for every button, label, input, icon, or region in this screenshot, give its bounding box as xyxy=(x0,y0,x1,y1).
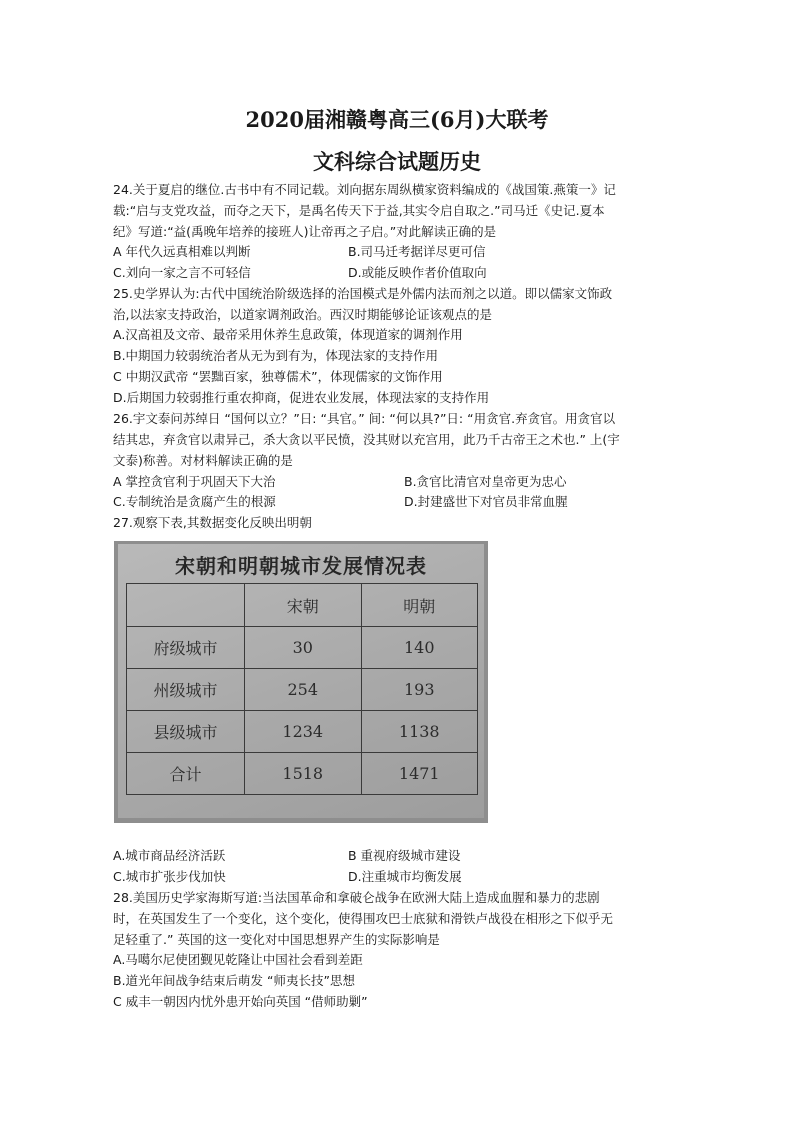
exam-subtitle: 文科综合试题历史 xyxy=(313,149,481,174)
table-cell: 1138 xyxy=(361,711,478,753)
q28-option-a: A.马噶尔尼使团觐见乾隆让中国社会看到差距 xyxy=(113,952,363,967)
q26-option-b: B.贪官比清官对皇帝更为忠心 xyxy=(404,474,567,489)
q25-option-c: C 中期汉武帝 “罢黜百家，独尊儒术”，体现儒家的文饰作用 xyxy=(113,369,443,384)
table-row xyxy=(127,669,478,711)
q24-stem-line: 载:“启与支党攻益，而夺之天下，是禹名传天下于益,其实令启自取之.”司马迁《史记.夏本 xyxy=(113,203,605,218)
table-row-label: 府级城市 xyxy=(127,627,245,669)
q26-stem-line: 结其忠，弃贪官以肃异己，杀大贪以平民愤，没其财以充宫用，此乃千古帝王之术也.” 上(宇 xyxy=(113,432,620,447)
q24-option-a: A 年代久远真相难以判断 xyxy=(113,244,251,259)
table-row-label: 州级城市 xyxy=(127,669,245,711)
q24-option-c: C.刘向一家之言不可轻信 xyxy=(113,265,251,280)
q27-option-d: D.注重城市均衡发展 xyxy=(348,869,462,884)
q24-option-d: D.或能反映作者价值取向 xyxy=(348,265,487,280)
q28-stem-line: 足轻重了.” 英国的这一变化对中国思想界产生的实际影响是 xyxy=(113,932,440,947)
table-cell: 1471 xyxy=(361,753,478,795)
table-header-cell: 明朝 xyxy=(361,584,478,627)
q28-option-b: B.道光年间战争结束后萌发 “师夷长技”思想 xyxy=(113,973,355,988)
q25-option-a: A.汉高祖及文帝、最帝采用休养生息政策，体现道家的调剂作用 xyxy=(113,327,463,342)
table-header-cell: 宋朝 xyxy=(245,584,362,627)
table-row-label: 合计 xyxy=(127,753,245,795)
table-cell: 193 xyxy=(361,669,478,711)
q27-option-a: A.城市商品经济活跃 xyxy=(113,848,226,863)
q24-option-b: B.司马迁考据详尽更可信 xyxy=(348,244,486,259)
q27-stem: 27.观察下表,其数据变化反映出明朝 xyxy=(113,515,312,530)
table-header-cell xyxy=(127,584,245,627)
q26-option-d: D.封建盛世下对官员非常血腥 xyxy=(404,494,568,509)
city-table-photo xyxy=(114,541,488,823)
table-header-row xyxy=(127,584,478,627)
q26-option-a: A 掌控贪官利于巩固天下大治 xyxy=(113,474,276,489)
exam-title: 2020届湘赣粤高三(6月)大联考 xyxy=(245,107,549,132)
table-row xyxy=(127,627,478,669)
q28-option-c: C 威丰一朝因内忧外患开始向英国 “借师助剿” xyxy=(113,994,368,1009)
q25-stem-line: 治,以法家支持政治，以道家调剂政治。西汉时期能够论证该观点的是 xyxy=(113,307,492,322)
table-cell: 254 xyxy=(245,669,362,711)
table-cell: 30 xyxy=(245,627,362,669)
q26-stem-line: 文泰)称善。对材料解读正确的是 xyxy=(113,453,293,468)
table-row xyxy=(127,711,478,753)
q28-stem-line: 28.美国历史学家海斯写道:当法国革命和拿破仑战争在欧洲大陆上造成血腥和暴力的悲剧 xyxy=(113,890,600,905)
table-cell: 1234 xyxy=(245,711,362,753)
city-table-title: 宋朝和明朝城市发展情况表 xyxy=(175,554,427,578)
q28-stem-line: 时，在英国发生了一个变化，这个变化，使得围攻巴士底狱和滑铁卢战役在相形之下似乎无 xyxy=(113,911,614,926)
q27-option-c: C.城市扩张步伐加快 xyxy=(113,869,226,884)
q24-stem-line: 24.关于夏启的继位.古书中有不同记载。刘向据东周纵横家资料编成的《战国策.燕策一》记 xyxy=(113,182,616,197)
table-row xyxy=(127,753,478,795)
city-development-table xyxy=(126,583,478,795)
q25-option-b: B.中期国力较弱统治者从无为到有为，体现法家的支持作用 xyxy=(113,348,439,363)
q26-option-c: C.专制统治是贪腐产生的根源 xyxy=(113,494,276,509)
q25-stem-line: 25.史学界认为:古代中国统治阶级选择的治国模式是外儒内法而剂之以道。即以儒家文饰政 xyxy=(113,286,613,301)
q27-option-b: B 重视府级城市建设 xyxy=(348,848,461,863)
q26-stem-line: 26.宇文泰问苏绰日 “国何以立？”日: “具官。” 间: “何以具?”日: “用贪官.弃贪官。用贪官以 xyxy=(113,411,616,426)
table-row-label: 县级城市 xyxy=(127,711,245,753)
q25-option-d: D.后期国力较弱推行重农抑商，促进农业发展，体现法家的支持作用 xyxy=(113,390,490,405)
table-cell: 140 xyxy=(361,627,478,669)
q24-stem-line: 纪》写道:“益(禹晚年培养的接班人)让帝再之子启。”对此解读正确的是 xyxy=(113,224,497,239)
table-cell: 1518 xyxy=(245,753,362,795)
